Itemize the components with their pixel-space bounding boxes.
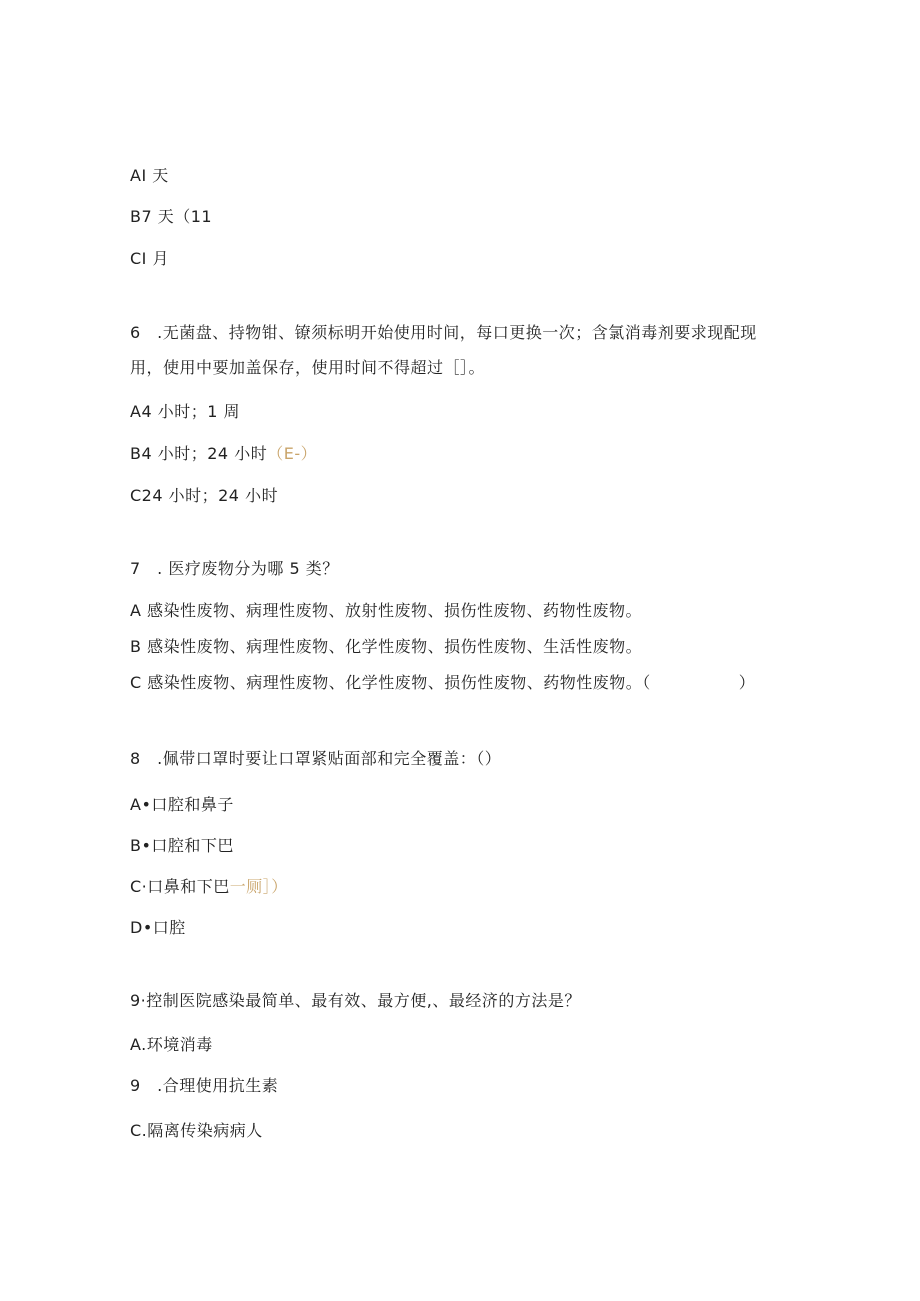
- q6-question-line2: 用，使用中要加盖保存，使用时间不得超过［］。: [130, 358, 486, 377]
- q7-option-a: A 感染性废物、病理性废物、放射性废物、损伤性废物、药物性废物。: [130, 601, 643, 620]
- q7-option-c-text: C 感染性废物、病理性废物、化学性废物、损伤性废物、药物性废物。（: [130, 673, 651, 692]
- q9-option-b: 9 .合理使用抗生素: [130, 1076, 279, 1095]
- q5-option-c: CI 月: [130, 249, 169, 268]
- q6-option-b: [130, 444, 317, 464]
- q8-option-c: [130, 877, 288, 897]
- q6-option-c: C24 小时；24 小时: [130, 486, 279, 505]
- q6-question-line1: 6 .无菌盘、持物钳、镣须标明开始使用时间，每口更换一次；含氯消毒剂要求现配现: [130, 323, 757, 342]
- q8-question: 8 .佩带口罩时要让口罩紧贴面部和完全覆盖：（）: [130, 749, 502, 768]
- q6-answer-mark: （E-）: [267, 444, 318, 463]
- q9-option-a: A.环境消毒: [130, 1035, 213, 1054]
- q8-option-c-text: C·口鼻和下巴: [130, 877, 230, 896]
- q7-option-c: [130, 673, 755, 693]
- q5-option-b: B7 天（11: [130, 207, 213, 226]
- q8-option-a: A•口腔和鼻子: [130, 795, 234, 814]
- q9-option-c: C.隔离传染病病人: [130, 1121, 263, 1140]
- q7-option-c-close-paren: ）: [738, 673, 756, 692]
- q5-option-a: AI 天: [130, 166, 169, 185]
- q7-question: 7 . 医疗废物分为哪 5 类？: [130, 559, 339, 578]
- q8-answer-mark: 一厕］）: [229, 877, 288, 896]
- q9-question: 9·控制医院感染最简单、最有效、最方便,、最经济的方法是？: [130, 991, 581, 1010]
- q6-option-a: A4 小时；1 周: [130, 402, 240, 421]
- q7-option-b: B 感染性废物、病理性废物、化学性废物、损伤性废物、生活性废物。: [130, 637, 643, 656]
- q8-option-d: D•口腔: [130, 918, 186, 937]
- q6-option-b-text: B4 小时；24 小时: [130, 444, 268, 463]
- q8-option-b: B•口腔和下巴: [130, 836, 234, 855]
